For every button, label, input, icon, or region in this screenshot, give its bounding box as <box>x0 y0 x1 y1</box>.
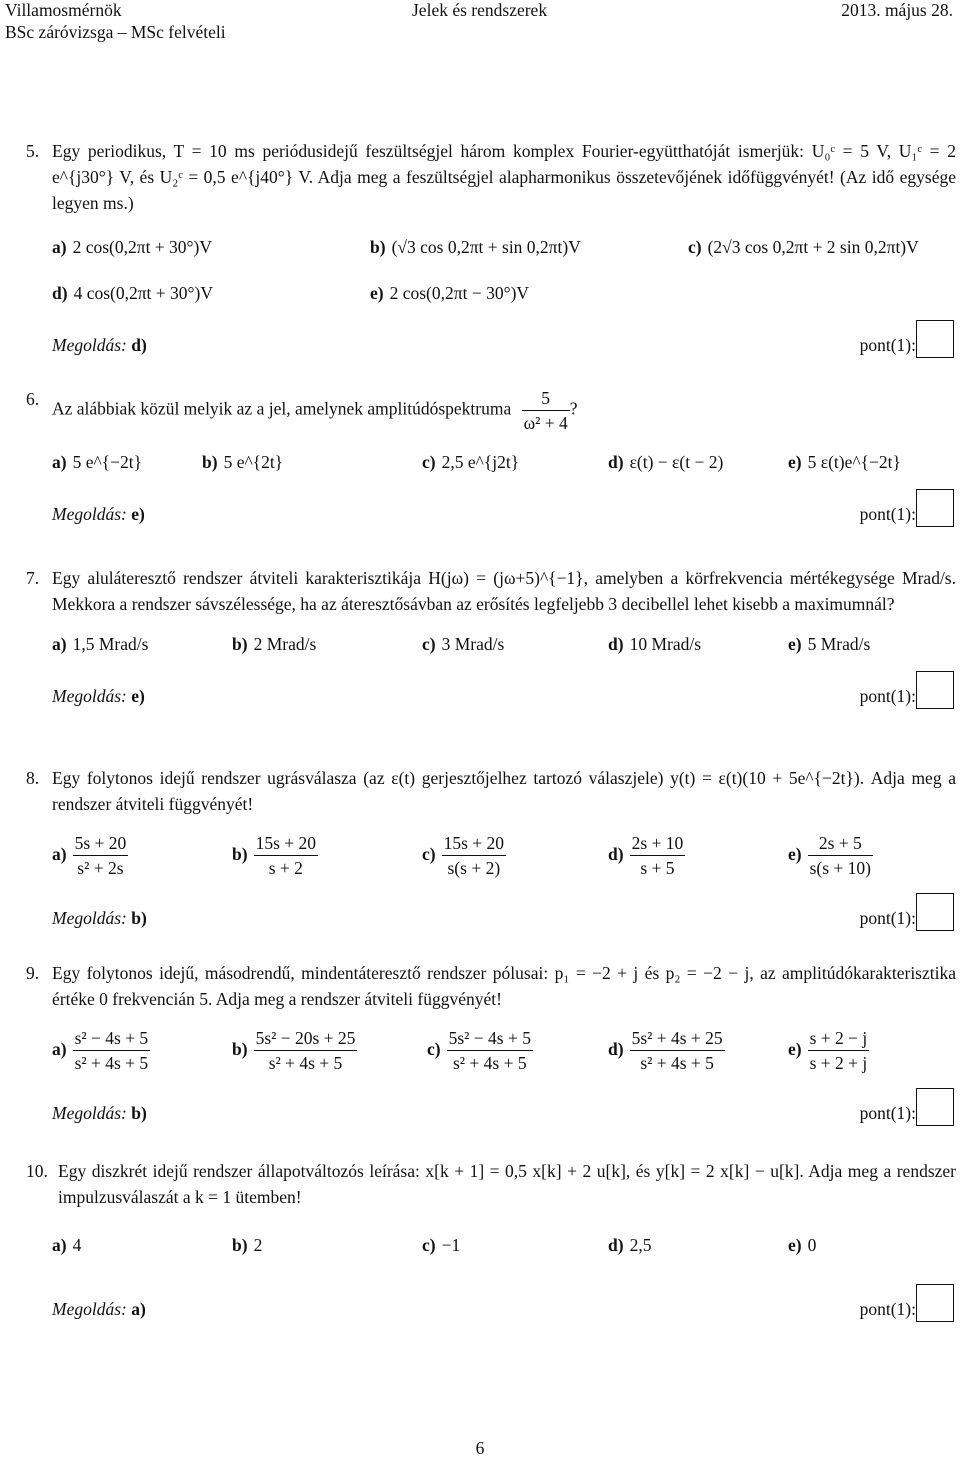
option-a-value: 5 e^{−2t} <box>72 452 142 472</box>
option-a[interactable] <box>52 234 212 260</box>
question-10-solution-row <box>52 1290 956 1330</box>
fraction-numerator: 2s + 5 <box>808 831 873 856</box>
question-5-text-block <box>26 138 956 216</box>
option-b-value: (√3 cos 0,2πt + sin 0,2πt)V <box>391 237 581 257</box>
option-b-value: 2 Mrad/s <box>253 634 317 654</box>
question-10-options <box>52 1232 956 1278</box>
option-d-label: d) <box>52 283 68 303</box>
option-d[interactable] <box>52 280 213 306</box>
option-b-fraction <box>254 831 318 880</box>
question-7-number: 7. <box>26 568 40 588</box>
option-c[interactable] <box>422 449 519 475</box>
option-a-label: a) <box>52 634 67 654</box>
fraction-numerator: 5s² − 20s + 25 <box>254 1026 358 1051</box>
question-7-text: Egy aluláteresztő rendszer átviteli karakterisztikája H(jω) = (jω+5)^{−1}, amelyben a körfrekvencia mértékegysége Mrad/s. Mekkora a rendszer sávszélessége, ha az áteresztősávban az erősítés legfeljebb 3 decibellel lehet kisebb a maximumnál? <box>52 568 956 614</box>
option-c-value: 2,5 e^{j2t} <box>441 452 520 472</box>
question-6-text: Az alábbiak közül melyik az a jel, amelynek amplitúdóspektruma <box>52 398 512 419</box>
fraction-numerator: 15s + 20 <box>254 831 318 856</box>
option-c-label: c) <box>422 843 436 864</box>
option-a-label: a) <box>52 237 67 257</box>
solution-answer: e) <box>131 686 145 706</box>
question-5-options-row1 <box>52 234 956 280</box>
option-d-fraction <box>630 831 686 880</box>
fraction-denominator: s(s + 10) <box>809 858 872 878</box>
option-e-value: 0 <box>807 1235 817 1255</box>
option-c-label: c) <box>427 1038 441 1059</box>
option-a-fraction <box>73 1026 151 1075</box>
points-box[interactable] <box>916 1088 954 1126</box>
option-e-label: e) <box>788 1038 802 1059</box>
points-box[interactable] <box>916 893 954 931</box>
question-7-options <box>52 631 956 677</box>
solution-answer: d) <box>131 335 147 355</box>
option-e-fraction <box>808 831 873 880</box>
question-9 <box>26 960 956 1134</box>
page-number: 6 <box>475 1438 485 1458</box>
points-box[interactable] <box>916 671 954 709</box>
question-6 <box>26 386 956 535</box>
option-e-label: e) <box>788 843 802 864</box>
option-a-label: a) <box>52 1235 67 1255</box>
option-e-label: e) <box>788 1235 802 1255</box>
points-box[interactable] <box>916 320 954 358</box>
question-7 <box>26 565 956 717</box>
option-a-value: 1,5 Mrad/s <box>72 634 149 654</box>
option-a[interactable] <box>52 449 142 475</box>
option-e-value: 5 ε(t)e^{−2t} <box>807 452 901 472</box>
fraction-denominator: s² + 4s + 5 <box>452 1053 527 1073</box>
option-c-value: 3 Mrad/s <box>441 634 505 654</box>
fraction-numerator: 5s² + 4s + 25 <box>630 1026 725 1051</box>
question-9-solution-row <box>52 1094 956 1134</box>
option-a[interactable] <box>52 631 148 657</box>
option-d-label: d) <box>608 843 624 864</box>
option-c-label: c) <box>422 452 436 472</box>
fraction-denominator: s² + 4s + 5 <box>640 1053 714 1073</box>
option-d[interactable] <box>608 1232 651 1258</box>
option-d-value: 2,5 <box>629 1235 652 1255</box>
fraction-denominator: s + 2 + j <box>809 1053 868 1073</box>
solution-answer: e) <box>131 504 145 524</box>
option-d-label: d) <box>608 452 624 472</box>
option-b-label: b) <box>232 1235 248 1255</box>
question-5-solution-row <box>52 326 956 366</box>
option-b-label: b) <box>232 843 248 864</box>
option-b-label: b) <box>370 237 386 257</box>
fraction-denominator: ω² + 4 <box>523 413 568 433</box>
option-e-value: 2 cos(0,2πt − 30°)V <box>389 283 530 303</box>
option-d[interactable] <box>608 1026 725 1075</box>
fraction-numerator: s + 2 − j <box>808 1026 870 1051</box>
question-10-text: Egy diszkrét idejű rendszer állapotváltozós leírása: x[k + 1] = 0,5 x[k] + 2 u[k], és y[k] = 2 x[k] − u[k]. Adja meg a rendszer impulzusválaszát a k = 1 ütemben! <box>58 1161 956 1207</box>
option-c[interactable] <box>688 234 919 260</box>
option-b[interactable] <box>232 831 318 880</box>
fraction-numerator: 2s + 10 <box>630 831 686 856</box>
points-label: pont(1): <box>859 1103 916 1123</box>
option-b[interactable] <box>232 631 316 657</box>
option-b[interactable] <box>202 449 283 475</box>
option-a-fraction <box>73 831 129 880</box>
option-d-value: 4 cos(0,2πt + 30°)V <box>73 283 213 303</box>
points-box[interactable] <box>916 1284 954 1322</box>
option-d[interactable] <box>608 831 685 880</box>
option-b-value: 2 <box>253 1235 263 1255</box>
fraction-numerator: 5 <box>522 386 570 411</box>
solution-label <box>52 1296 146 1322</box>
points-box[interactable] <box>916 489 954 527</box>
question-7-solution-row <box>52 677 956 717</box>
header-exam: BSc záróvizsga – MSc felvételi <box>5 22 226 42</box>
fraction-numerator: 15s + 20 <box>442 831 506 856</box>
solution-label <box>52 1100 147 1126</box>
question-6-fraction <box>522 386 570 435</box>
question-8-text: Egy folytonos idejű rendszer ugrásválasza (az ε(t) gerjesztőjelhez tartozó válaszjele) y(t) = ε(t)(10 + 5e^{−2t}). Adja meg a rendszer átviteli függvényét! <box>52 768 956 814</box>
question-10-text-block <box>26 1158 956 1210</box>
option-d-label: d) <box>608 1038 624 1059</box>
option-e[interactable] <box>788 1026 869 1075</box>
option-c[interactable] <box>422 631 504 657</box>
solution-caption: Megoldás: <box>52 686 127 706</box>
question-6-options <box>52 449 956 495</box>
question-8-text-block <box>26 765 956 817</box>
option-c[interactable] <box>422 1232 460 1258</box>
option-e[interactable] <box>788 1232 816 1258</box>
fraction-numerator: s² − 4s + 5 <box>73 1026 151 1051</box>
fraction-denominator: s + 2 <box>268 858 303 878</box>
option-a-label: a) <box>52 1038 67 1059</box>
question-5-number: 5. <box>26 141 40 161</box>
option-b-label: b) <box>232 1038 248 1059</box>
option-e[interactable] <box>788 449 901 475</box>
solution-label <box>52 905 147 931</box>
solution-answer: a) <box>131 1299 146 1319</box>
option-c[interactable] <box>427 1026 533 1075</box>
option-b[interactable] <box>370 234 581 260</box>
option-d-label: d) <box>608 634 624 654</box>
fraction-denominator: s² + 4s + 5 <box>74 1053 149 1073</box>
solution-caption: Megoldás: <box>52 1103 127 1123</box>
question-9-text: Egy folytonos idejű, másodrendű, mindentáteresztő rendszer pólusai: p₁ = −2 + j és p₂ = −2 − j, az amplitúdókarakterisztika értéke 0 frekvencián 5. Adja meg a rendszer átviteli függvényét! <box>52 963 956 1009</box>
question-9-options <box>52 1026 956 1094</box>
option-c-label: c) <box>422 1235 436 1255</box>
question-10-number: 10. <box>26 1161 48 1181</box>
option-c-value: (2√3 cos 0,2πt + 2 sin 0,2πt)V <box>707 237 919 257</box>
question-6-number: 6. <box>26 389 40 409</box>
points-label: pont(1): <box>859 504 916 524</box>
option-e-label: e) <box>788 634 802 654</box>
points-label: pont(1): <box>859 686 916 706</box>
option-e[interactable] <box>370 280 529 306</box>
option-a-value: 2 cos(0,2πt + 30°)V <box>72 237 213 257</box>
option-b[interactable] <box>232 1232 262 1258</box>
page-header <box>5 0 953 48</box>
question-5-options-row2 <box>52 280 956 326</box>
solution-label <box>52 683 145 709</box>
option-e-value: 5 Mrad/s <box>807 634 871 654</box>
header-date: 2013. május 28. <box>841 0 953 20</box>
option-b-value: 5 e^{2t} <box>223 452 284 472</box>
question-6-solution-row <box>52 495 956 535</box>
solution-caption: Megoldás: <box>52 908 127 928</box>
option-e-label: e) <box>370 283 384 303</box>
option-c[interactable] <box>422 831 506 880</box>
question-5-text: Egy periodikus, T = 10 ms periódusidejű feszültségjel három komplex Fourier-együtthatóját ismerjük: U₀ᶜ = 5 V, U₁ᶜ = 2 e^{j30°} V, és U₂ᶜ = 0,5 e^{j40°} V. Adja meg a feszültségjel alapharmonikus összetevőjének időfüggvényét! (Az idő egysége legyen ms.) <box>52 141 956 213</box>
question-9-number: 9. <box>26 963 40 983</box>
option-d-label: d) <box>608 1235 624 1255</box>
question-9-text-block <box>26 960 956 1012</box>
option-d[interactable] <box>608 449 723 475</box>
option-a-label: a) <box>52 843 67 864</box>
option-c-label: c) <box>422 634 436 654</box>
points-label: pont(1): <box>859 335 916 355</box>
fraction-denominator: s² + 4s + 5 <box>268 1053 343 1073</box>
option-a-label: a) <box>52 452 67 472</box>
fraction-numerator: 5s + 20 <box>73 831 129 856</box>
option-c-fraction <box>447 1026 533 1075</box>
option-b-label: b) <box>232 634 248 654</box>
option-d[interactable] <box>608 631 701 657</box>
option-e[interactable] <box>788 631 870 657</box>
question-5 <box>26 138 956 366</box>
option-c-fraction <box>442 831 506 880</box>
option-c-value: −1 <box>441 1235 461 1255</box>
option-c-label: c) <box>688 237 702 257</box>
question-8 <box>26 765 956 939</box>
option-b-fraction <box>254 1026 358 1075</box>
solution-caption: Megoldás: <box>52 335 127 355</box>
option-a[interactable] <box>52 1232 81 1258</box>
question-8-options <box>52 831 956 899</box>
header-subject: Jelek és rendszerek <box>412 0 548 20</box>
question-7-text-block <box>26 565 956 617</box>
points-label: pont(1): <box>859 1299 916 1319</box>
solution-label <box>52 332 147 358</box>
option-a[interactable] <box>52 831 128 880</box>
question-6-mark: ? <box>569 398 578 419</box>
question-10 <box>26 1158 956 1330</box>
fraction-numerator: 5s² − 4s + 5 <box>447 1026 533 1051</box>
points-label: pont(1): <box>859 908 916 928</box>
option-e-label: e) <box>788 452 802 472</box>
option-a[interactable] <box>52 1026 150 1075</box>
option-d-fraction <box>630 1026 725 1075</box>
question-8-number: 8. <box>26 768 40 788</box>
solution-label <box>52 501 145 527</box>
option-e-fraction <box>808 1026 870 1075</box>
solution-answer: b) <box>131 1103 147 1123</box>
solution-caption: Megoldás: <box>52 1299 127 1319</box>
fraction-denominator: s² + 2s <box>77 858 124 878</box>
option-d-value: ε(t) − ε(t − 2) <box>629 452 724 472</box>
fraction-denominator: s(s + 2) <box>447 858 501 878</box>
option-b-label: b) <box>202 452 218 472</box>
option-e[interactable] <box>788 831 873 880</box>
option-a-value: 4 <box>72 1235 82 1255</box>
question-8-solution-row <box>52 899 956 939</box>
solution-caption: Megoldás: <box>52 504 127 524</box>
question-6-text-block <box>26 386 956 435</box>
fraction-denominator: s + 5 <box>640 858 675 878</box>
solution-answer: b) <box>131 908 147 928</box>
option-b[interactable] <box>232 1026 357 1075</box>
header-institution: Villamosmérnök <box>5 0 122 20</box>
option-d-value: 10 Mrad/s <box>629 634 702 654</box>
